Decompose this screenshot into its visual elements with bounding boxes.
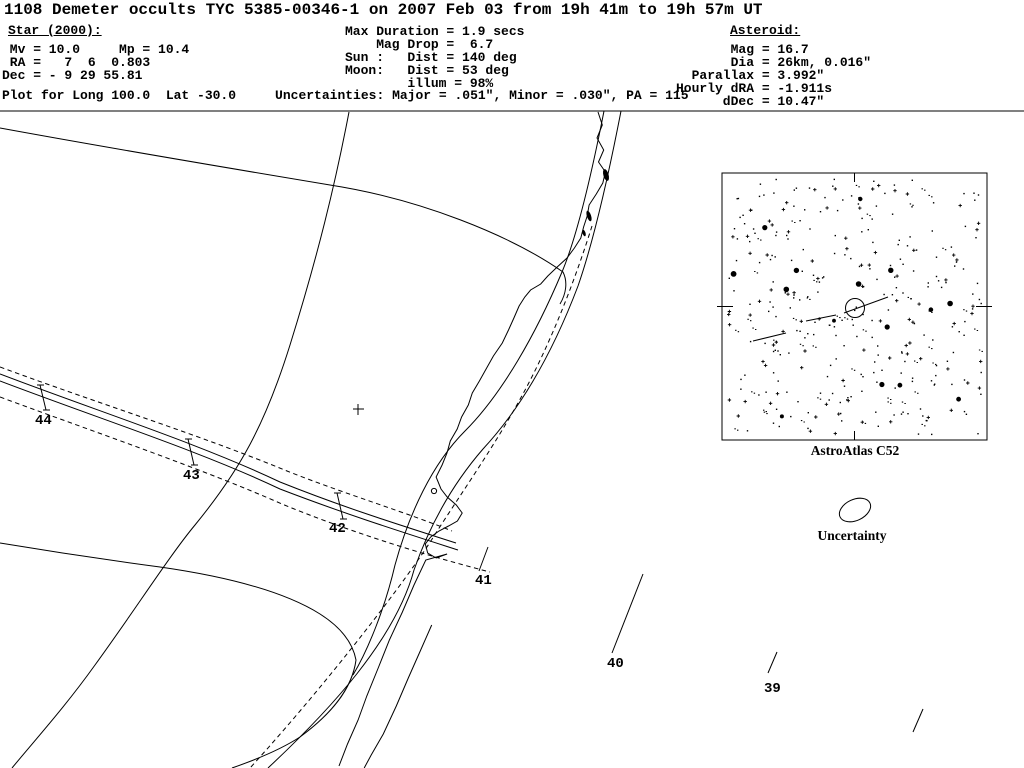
star-dot <box>883 294 884 295</box>
star-dot <box>773 351 774 352</box>
star-dot <box>827 376 828 377</box>
inset-caption: AstroAtlas C52 <box>810 443 900 458</box>
star-dot <box>964 379 965 380</box>
star-dot <box>872 337 873 338</box>
star-dot <box>793 206 794 207</box>
star-dot <box>790 307 791 308</box>
star-dot <box>788 352 789 353</box>
star-dot <box>832 393 833 394</box>
star-dot <box>835 235 836 236</box>
star-dot <box>829 325 830 326</box>
coastline-south <box>364 625 432 768</box>
star-dot <box>786 235 787 236</box>
star-dot <box>785 292 786 293</box>
asteroid-hourly-dra: Hourly dRA = -1.911s <box>676 81 833 96</box>
star-dot <box>823 276 824 277</box>
star-dot <box>768 311 769 312</box>
time-tick-label-40: 40 <box>607 656 624 672</box>
star-dot <box>794 189 795 190</box>
star-dot <box>834 179 835 180</box>
star-dot <box>793 297 794 298</box>
star-dot <box>742 215 743 216</box>
asteroid-mag: Mag = 16.7 <box>676 42 809 57</box>
star-dot <box>931 434 932 435</box>
star-dot <box>959 331 960 332</box>
star-dot <box>956 397 961 402</box>
star-dot <box>747 430 748 431</box>
star-dot <box>786 392 787 393</box>
star-dot <box>861 218 862 219</box>
star-dot <box>740 389 741 390</box>
star-dot <box>763 194 764 195</box>
star-dot <box>834 253 835 254</box>
star-dot <box>809 228 810 229</box>
star-dot <box>885 324 890 329</box>
time-tick-39 <box>768 652 777 673</box>
star-dot <box>872 218 873 219</box>
star-dot <box>773 192 774 193</box>
star-dot <box>749 241 750 242</box>
star-dot <box>739 217 740 218</box>
star-dot <box>749 304 750 305</box>
star-dot <box>820 393 821 394</box>
star-dot <box>775 256 776 257</box>
star-dot <box>869 268 870 269</box>
star-dot <box>853 325 854 326</box>
star-dot <box>780 414 784 418</box>
star-dot <box>878 354 879 355</box>
star-dot <box>876 205 877 206</box>
star-dot <box>874 361 875 362</box>
star-dot <box>932 339 933 340</box>
star-dot <box>758 394 759 395</box>
star-dot <box>791 260 792 261</box>
star-dot <box>803 249 804 250</box>
coastline <box>339 112 605 766</box>
event-mag-drop: Mag Drop = 6.7 <box>345 37 494 52</box>
time-tick-label-39: 39 <box>764 681 781 697</box>
star-dot <box>762 225 767 230</box>
star-dot <box>770 259 771 260</box>
time-tick-41 <box>479 547 488 571</box>
star-dot <box>799 331 800 332</box>
star-dot <box>844 386 845 387</box>
star-dot <box>744 375 745 376</box>
limb-line-inner <box>268 111 621 768</box>
star-dot <box>793 294 794 295</box>
star-dot <box>888 268 893 273</box>
star-dot <box>922 415 923 416</box>
star-dot <box>884 193 885 194</box>
uncertainty-ellipse <box>836 494 875 527</box>
star-dot <box>902 264 903 265</box>
star-dot <box>953 352 954 353</box>
star-dot <box>760 184 761 185</box>
star-dot <box>979 299 980 300</box>
star-dot <box>820 211 821 212</box>
star-dot <box>901 351 902 352</box>
star-dot <box>868 229 869 230</box>
star-dot <box>888 309 889 310</box>
star-dot <box>840 402 841 403</box>
star-dot <box>850 258 851 259</box>
star-dot <box>854 310 855 311</box>
star-dot <box>813 334 814 335</box>
star-dot <box>813 275 814 276</box>
star-dot <box>907 245 908 246</box>
star-dot <box>796 330 797 331</box>
path-uncertainty-south-dashed <box>0 397 490 572</box>
star-dot <box>850 396 851 397</box>
event-moon-dist: Moon: Dist = 53 deg <box>345 63 509 78</box>
star-dot <box>808 412 809 413</box>
time-tick-38 <box>913 709 923 732</box>
star-dot <box>843 345 844 346</box>
star-dot <box>894 277 895 278</box>
star-dot <box>753 228 754 229</box>
star-dot <box>764 343 765 344</box>
island-circle <box>431 488 436 493</box>
star-dot <box>736 260 737 261</box>
star-dot <box>935 375 936 376</box>
star-dot <box>966 414 967 415</box>
star-dot <box>896 287 897 288</box>
star-dot <box>856 281 862 287</box>
star-dot <box>861 374 862 375</box>
star-dot <box>819 281 820 282</box>
plot-center-cross <box>353 404 364 415</box>
uncertainty-legend <box>818 494 887 543</box>
event-moon-illum: illum = 98% <box>345 76 494 91</box>
star-dot <box>963 268 964 269</box>
star-dot <box>875 412 876 413</box>
star-dot <box>856 336 857 337</box>
star-dot <box>947 301 953 307</box>
star-dot <box>754 233 755 234</box>
asteroid-parallax: Parallax = 3.992" <box>676 68 825 83</box>
star-dot <box>790 416 791 417</box>
star-dot <box>898 383 903 388</box>
star-dot <box>972 293 973 294</box>
star-dot <box>744 223 745 224</box>
star-dot <box>947 361 948 362</box>
star-dot <box>902 412 903 413</box>
star-dot <box>771 255 772 256</box>
star-dot <box>951 384 952 385</box>
star-dot <box>765 392 766 393</box>
star-dot <box>807 428 808 429</box>
star-dot <box>862 376 863 377</box>
latitude-line-north <box>0 128 566 304</box>
star-dot <box>775 316 776 317</box>
star-dot <box>807 296 808 297</box>
star-dot <box>951 246 952 247</box>
path-edge-south <box>0 381 458 550</box>
star-ra-line: RA = 7 6 0.803 <box>2 55 151 70</box>
limb-line-outer <box>353 111 604 675</box>
star-dot <box>936 257 937 258</box>
star-dot <box>759 196 760 197</box>
path-uncertainty-north-dashed <box>0 367 452 531</box>
star-dot <box>981 372 982 373</box>
star-dot <box>729 278 730 279</box>
plot-info-line: Plot for Long 100.0 Lat -30.0 Uncertainties: Major = .051", Minor = .030", PA = 115 <box>2 88 689 103</box>
star-dot <box>733 290 734 291</box>
star-dot <box>977 283 978 284</box>
star-dot <box>927 286 928 287</box>
star-dot <box>963 193 964 194</box>
star-dec-line: Dec = - 9 29 55.81 <box>2 68 143 83</box>
star-dot <box>779 426 780 427</box>
star-dot <box>974 200 975 201</box>
star-dot <box>873 181 874 182</box>
star-dot <box>734 228 735 229</box>
star-dot <box>802 271 803 272</box>
star-dot <box>829 399 830 400</box>
star-dot <box>972 308 973 309</box>
star-dot <box>841 320 842 321</box>
uncertainty-label: Uncertainty <box>817 528 887 543</box>
star-dot <box>859 266 860 267</box>
star-dot <box>837 210 838 211</box>
star-dot <box>902 292 903 293</box>
star-mv-mp-line: Mv = 10.0 Mp = 10.4 <box>2 42 190 57</box>
star-dot <box>842 199 843 200</box>
time-tick-40 <box>612 574 643 653</box>
star-dot <box>890 265 891 266</box>
star-dot <box>920 408 921 409</box>
star-dot <box>876 279 877 280</box>
star-dot <box>778 380 779 381</box>
star-dot <box>737 198 738 199</box>
star-dot <box>912 378 913 379</box>
star-dot <box>830 365 831 366</box>
star-dot <box>776 231 777 232</box>
star-dot <box>799 220 800 221</box>
star-dot <box>926 420 927 421</box>
star-dot <box>945 282 946 283</box>
star-dot <box>916 249 917 250</box>
star-dot <box>796 188 797 189</box>
star-dot <box>963 335 964 336</box>
star-dot <box>980 394 981 395</box>
star-dot <box>933 202 934 203</box>
star-dot <box>814 322 815 323</box>
star-dot <box>941 287 942 288</box>
star-dot <box>901 413 902 414</box>
star-dot <box>851 195 852 196</box>
star-dot <box>899 240 900 241</box>
star-dot <box>901 352 902 353</box>
star-chart-inset <box>717 173 992 458</box>
star-dot <box>912 180 913 181</box>
asteroid-section-heading: Asteroid: <box>730 23 801 38</box>
star-dot <box>807 333 808 334</box>
star-dot <box>892 294 893 295</box>
star-dot <box>836 358 837 359</box>
star-dot <box>932 230 933 231</box>
star-dot <box>894 184 895 185</box>
star-dot <box>794 268 799 273</box>
star-dot <box>776 409 777 410</box>
star-dot <box>835 335 836 336</box>
island-blob-2 <box>585 210 592 222</box>
star-dot <box>954 265 955 266</box>
star-dot <box>877 345 878 346</box>
star-dot <box>804 209 805 210</box>
star-dot <box>977 433 978 434</box>
star-dot <box>832 319 836 323</box>
star-dot <box>775 235 776 236</box>
star-section-heading: Star (2000): <box>8 23 102 38</box>
star-dot <box>936 276 937 277</box>
star-dot <box>784 287 790 293</box>
star-dot <box>804 337 805 338</box>
star-dot <box>876 382 877 383</box>
star-dot <box>872 242 873 243</box>
star-dot <box>956 261 957 262</box>
star-dot <box>964 321 965 322</box>
star-dot <box>901 372 902 373</box>
star-dot <box>773 372 774 373</box>
star-dot <box>900 259 901 260</box>
star-dot <box>978 194 979 195</box>
star-dot <box>893 414 894 415</box>
star-dot <box>879 382 884 387</box>
star-dot <box>852 319 853 320</box>
star-dot <box>858 203 859 204</box>
event-sun-dist: Sun : Dist = 140 deg <box>345 50 517 65</box>
star-dot <box>914 323 915 324</box>
star-dot <box>776 179 777 180</box>
star-dot <box>936 365 937 366</box>
star-dot <box>973 193 974 194</box>
star-dot <box>740 379 741 380</box>
star-dot <box>923 334 924 335</box>
star-dot <box>964 411 965 412</box>
star-dot <box>931 380 932 381</box>
star-dot <box>878 426 879 427</box>
star-dot <box>938 280 939 281</box>
star-dot <box>952 326 953 327</box>
star-dot <box>832 186 833 187</box>
star-dot <box>904 361 905 362</box>
star-dot <box>817 291 818 292</box>
page-title: 1108 Demeter occults TYC 5385-00346-1 on 2007 Feb 03 from 19h 41m to 19h 57m UT <box>4 1 763 19</box>
star-dot <box>873 372 874 373</box>
star-dot <box>751 210 752 211</box>
star-dot <box>871 320 872 321</box>
star-dot <box>856 307 857 308</box>
time-tick-label-41: 41 <box>475 573 492 589</box>
star-dot <box>799 299 800 300</box>
star-dot <box>918 433 919 434</box>
star-dot <box>738 198 739 199</box>
star-dot <box>844 254 845 255</box>
asteroid-ddec: dDec = 10.47" <box>676 94 825 109</box>
star-dot <box>975 237 976 238</box>
star-dot <box>895 387 896 388</box>
star-dot <box>834 326 835 327</box>
star-dot <box>861 231 862 232</box>
star-dot <box>737 238 738 239</box>
star-dot <box>892 214 893 215</box>
time-tick-label-44: 44 <box>35 413 52 429</box>
inset-border <box>722 173 987 440</box>
star-dot <box>773 423 774 424</box>
star-dot <box>928 282 929 283</box>
star-dot <box>809 187 810 188</box>
asteroid-dia: Dia = 26km, 0.016" <box>676 55 872 70</box>
star-dot <box>769 301 770 302</box>
star-dot <box>981 303 982 304</box>
star-dot <box>934 384 935 385</box>
star-dot <box>847 397 848 398</box>
star-dot <box>911 206 912 207</box>
star-dot <box>881 370 882 371</box>
star-dot <box>898 244 899 245</box>
star-dot <box>858 197 862 201</box>
star-dot <box>913 270 914 271</box>
star-dot <box>797 401 798 402</box>
star-dot <box>750 341 751 342</box>
star-dot <box>909 236 910 237</box>
event-max-duration: Max Duration = 1.9 secs <box>345 24 525 39</box>
time-tick-label-42: 42 <box>329 521 346 537</box>
path-edge-north <box>0 374 456 543</box>
star-dot <box>841 420 842 421</box>
star-dot <box>861 391 862 392</box>
star-dot <box>731 271 737 277</box>
star-dot <box>824 197 825 198</box>
star-dot <box>912 381 913 382</box>
star-dot <box>777 350 778 351</box>
star-dot <box>780 354 781 355</box>
star-dot <box>907 413 908 414</box>
time-tick-label-43: 43 <box>183 468 200 484</box>
star-dot <box>759 262 760 263</box>
star-dot <box>772 306 773 307</box>
star-dot <box>773 281 774 282</box>
star-dot <box>787 238 788 239</box>
star-dot <box>965 226 966 227</box>
star-dot <box>775 350 776 351</box>
